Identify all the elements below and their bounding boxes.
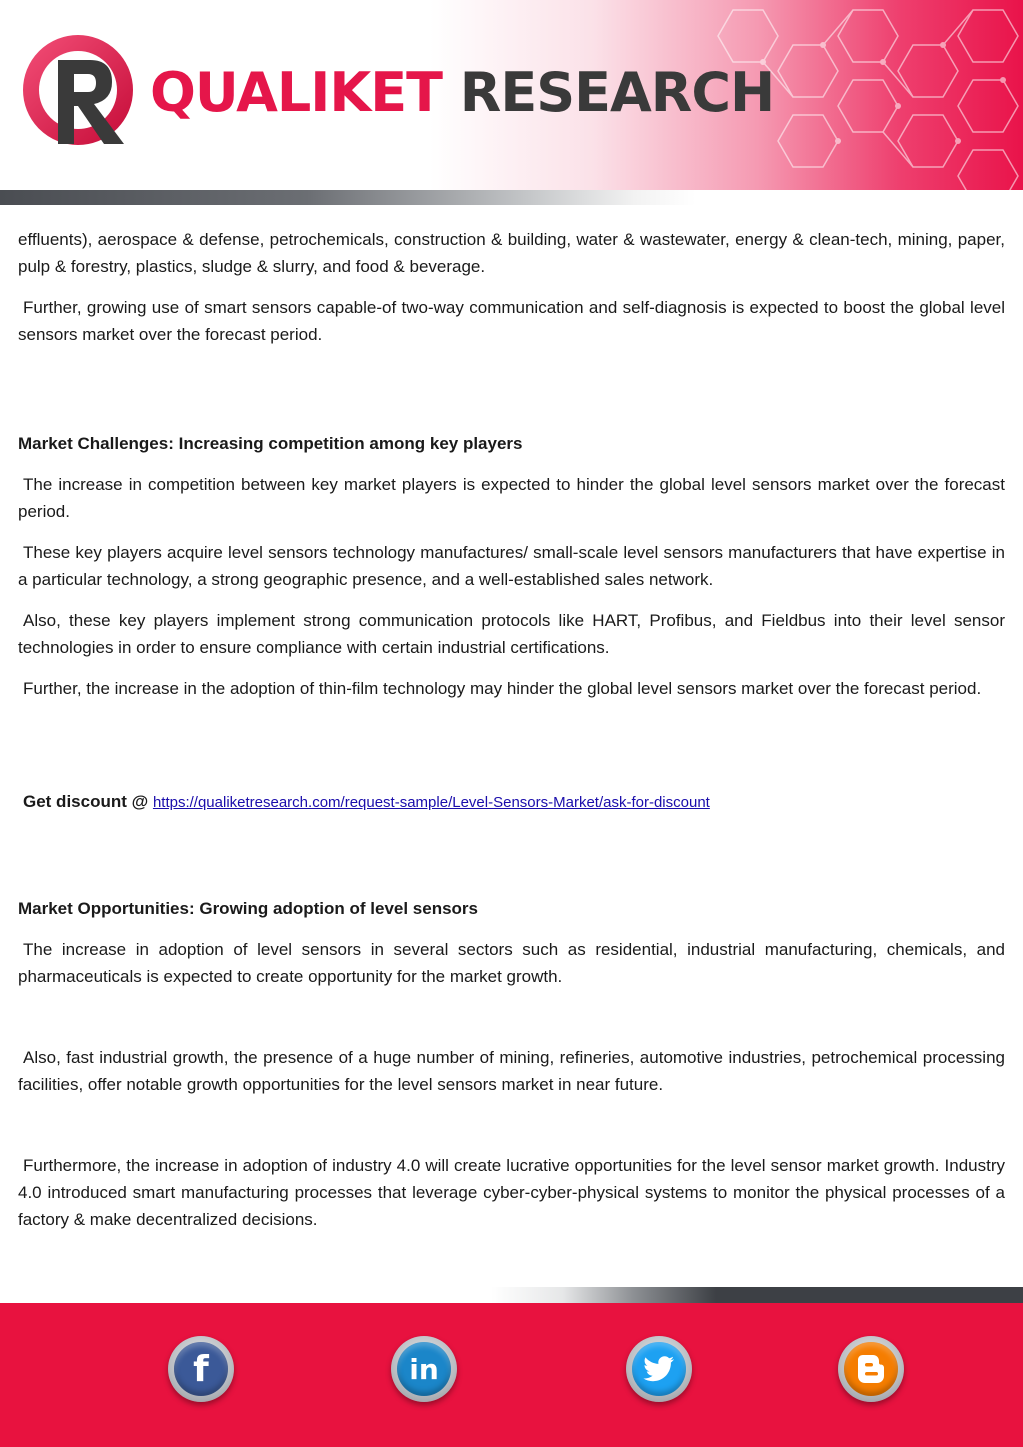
footer-divider-band — [0, 1287, 1023, 1303]
paragraph-challenge-acquisition: These key players acquire level sensors technology manufactures/ small-scale level sensors manufacturers that have expertise in a particular technology, a strong geographic presence, and a well-established sales network. — [18, 543, 1005, 589]
discount-link[interactable]: https://qualiketresearch.com/request-sample/Level-Sensors-Market/ask-for-discount — [152, 794, 710, 811]
paragraph-opportunity-industrial-growth: Also, fast industrial growth, the presence of a huge number of mining, refineries, automotive industries, petrochemical processing facilities, offer notable growth opportunities for the level sensors market in near future. — [18, 1048, 1005, 1094]
header-divider-band — [0, 190, 1023, 205]
brand-word-qualiket: QUALIKET — [150, 61, 442, 124]
page-footer — [0, 1303, 1023, 1447]
linkedin-icon: in — [397, 1342, 451, 1396]
paragraph-opportunity-sectors: The increase in adoption of level sensors in several sectors such as residential, industrial manufacturing, chemicals, and pharmaceuticals is expected to create opportunity for the market growth. — [18, 940, 1005, 986]
linkedin-button[interactable] — [391, 1336, 457, 1402]
heading-market-challenges: Market Challenges: Increasing competition among key players — [18, 434, 523, 453]
facebook-icon: f — [174, 1342, 228, 1396]
twitter-button[interactable] — [626, 1336, 692, 1402]
blogger-icon — [844, 1342, 898, 1396]
paragraph-smart-sensors: Further, growing use of smart sensors capable-of two-way communication and self-diagnosis is expected to boost the global level sensors market over the forecast period. — [18, 298, 1005, 344]
discount-line — [18, 788, 1005, 816]
brand-word-research: RESEARCH — [459, 61, 775, 124]
qualiket-logo-icon — [20, 32, 148, 150]
twitter-bird-icon — [643, 1355, 675, 1383]
article-body — [18, 226, 1005, 1233]
paragraph-challenge-protocols: Also, these key players implement strong communication protocols like HART, Profibus, and Fieldbus into their level sensor technologies in order to ensure compliance with certain industrial certifications. — [18, 611, 1005, 657]
facebook-button[interactable] — [168, 1336, 234, 1402]
paragraph-challenge-competition: The increase in competition between key market players is expected to hinder the global level sensors market over the forecast period. — [18, 475, 1005, 521]
heading-market-opportunities: Market Opportunities: Growing adoption of level sensors — [18, 899, 478, 918]
paragraph-challenge-thin-film: Further, the increase in the adoption of thin-film technology may hinder the global level sensors market over the forecast period. — [23, 679, 982, 698]
blogger-b-icon — [856, 1353, 886, 1385]
blogger-button[interactable] — [838, 1336, 904, 1402]
brand-name — [150, 58, 774, 128]
paragraph-effluents: effluents), aerospace & defense, petrochemicals, construction & building, water & wastewater, energy & clean-tech, mining, paper, pulp & forestry, plastics, sludge & slurry, and food & beverage. — [18, 230, 1005, 276]
paragraph-opportunity-industry-4: Furthermore, the increase in adoption of industry 4.0 will create lucrative opportunities for the level sensor market growth. Industry 4.0 introduced smart manufacturing processes that leverage cyber-cyber-physical systems to monitor the physical processes of a factory & make decentralized decisions. — [18, 1156, 1005, 1229]
page-header — [0, 0, 1023, 205]
twitter-icon — [632, 1342, 686, 1396]
discount-label: Get discount @ — [23, 792, 149, 811]
